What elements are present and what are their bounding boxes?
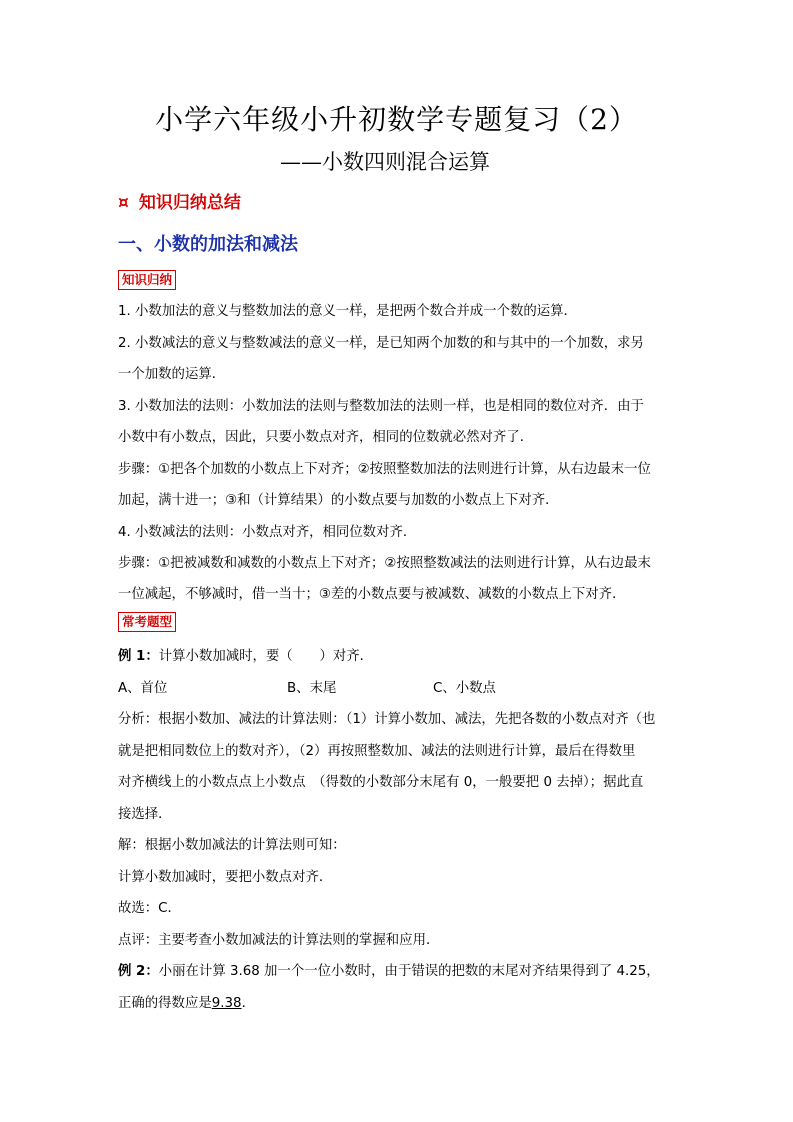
knowledge-line: 1. 小数加法的意义与整数加法的意义一样，是把两个数合并成一个数的运算． — [118, 304, 577, 319]
section-heading: 一、小数的加法和减法 — [118, 234, 298, 255]
example2-answer-prefix: 正确的得数应是 — [118, 996, 212, 1011]
example2-label: 例 2： — [118, 964, 159, 979]
knowledge-line: 小数中有小数点，因此，只要小数点对齐，相同的位数就必然对齐了． — [118, 430, 534, 445]
knowledge-line: 步骤：①把各个加数的小数点上下对齐；②按照整数加法的法则进行计算，从右边最末一位 — [118, 462, 651, 477]
example1-question — [118, 645, 373, 664]
analysis-line: 就是把相同数位上的数对齐），（2）再按照整数加、减法的法则进行计算，最后在得数里 — [118, 744, 636, 759]
summary-heading-text: 知识归纳总结 — [138, 193, 241, 213]
summary-heading — [118, 188, 241, 213]
solution-line: 解：根据小数加减法的计算法则可知： — [118, 838, 346, 853]
knowledge-line: 一个加数的运算． — [118, 367, 226, 382]
example2-answer-suffix: ． — [241, 996, 255, 1011]
example2-answer: 9.38 — [211, 996, 242, 1011]
example2-answer-line — [118, 992, 255, 1011]
knowledge-line: 加起，满十进一；③和（计算结果）的小数点要与加数的小数点上下对齐． — [118, 493, 559, 508]
knowledge-tag: 知识归纳 — [118, 270, 176, 290]
comment-line: 点评：主要考查小数加减法的计算法则的掌握和应用． — [118, 933, 440, 948]
knowledge-line: 4. 小数减法的法则：小数点对齐，相同位数对齐． — [118, 525, 417, 540]
analysis-line: 分析：根据小数加、减法的计算法则：（1）计算小数加、减法，先把各数的小数点对齐（也 — [118, 712, 656, 727]
example1-option-a: A、首位 — [118, 681, 168, 696]
page-subtitle: ——小数四则混合运算 — [280, 150, 490, 174]
currency-sign-icon: ¤ — [118, 193, 129, 213]
example2-text: 小丽在计算 3.68 加一个一位小数时，由于错误的把数的末尾对齐结果得到了 4.25， — [158, 964, 660, 979]
example1-label: 例 1： — [118, 649, 159, 664]
analysis-line: 接选择． — [118, 807, 172, 822]
knowledge-line: 3. 小数加法的法则：小数加法的法则与整数加法的法则一样，也是相同的数位对齐．由于 — [118, 399, 644, 414]
knowledge-line: 步骤：①把被减数和减数的小数点上下对齐；②按照整数减法的法则进行计算，从右边最末 — [118, 556, 651, 571]
knowledge-line: 2. 小数减法的意义与整数减法的意义一样，是已知两个加数的和与其中的一个加数，求另 — [118, 336, 644, 351]
solution-line: 计算小数加减时，要把小数点对齐． — [118, 870, 333, 885]
knowledge-line: 一位减起，不够减时，借一当十；③差的小数点要与被减数、减数的小数点上下对齐． — [118, 587, 626, 602]
page-title: 小学六年级小升初数学专题复习（2） — [155, 103, 638, 136]
common-question-tag: 常考题型 — [118, 612, 176, 632]
example1-option-b: B、末尾 — [287, 681, 337, 696]
example1-option-c: C、小数点 — [433, 681, 496, 696]
answer-line: 故选：C． — [118, 901, 181, 916]
example2-question — [118, 960, 660, 979]
analysis-line: 对齐横线上的小数点点上小数点 （得数的小数部分末尾有 0，一般要把 0 去掉）；据此直 — [118, 775, 644, 790]
example1-text: 计算小数加减时，要（ ）对齐． — [158, 649, 374, 664]
